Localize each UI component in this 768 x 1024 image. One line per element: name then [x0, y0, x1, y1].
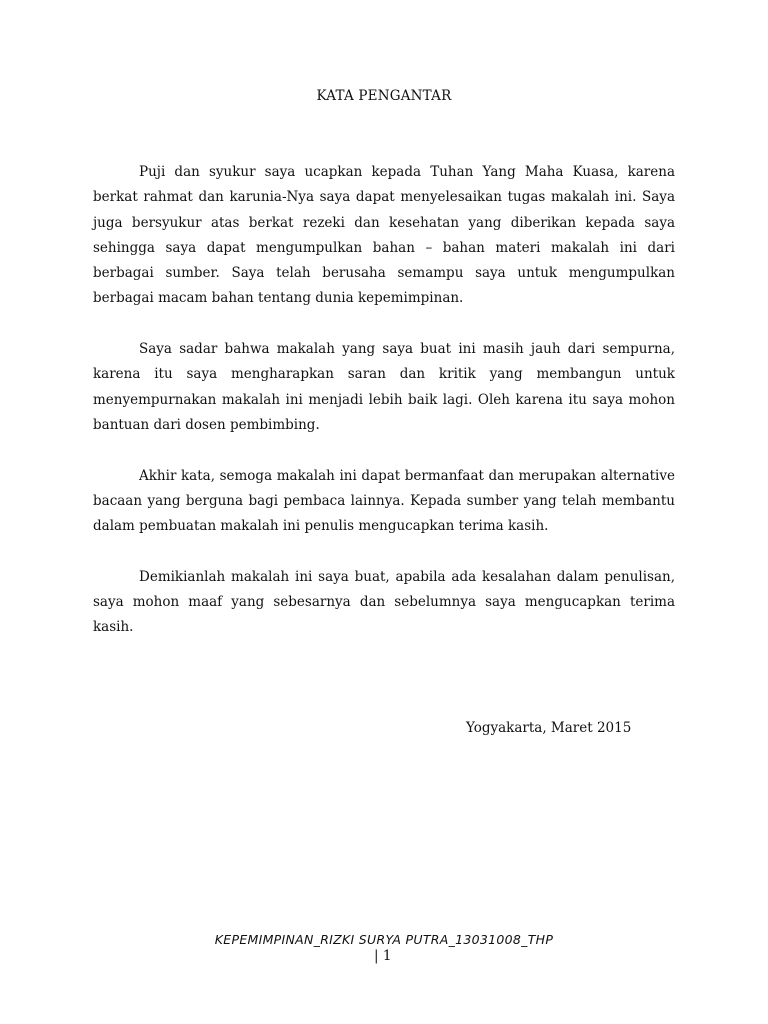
paragraph-2: Saya sadar bahwa makalah yang saya buat ini masih jauh dari sempurna, karena itu saya mengharapkan saran dan kritik yang membangun untuk menyempurnakan makalah ini menjadi lebih baik lagi. Oleh karena itu saya mohon bantuan dari dosen pembimbing. — [93, 341, 675, 433]
paragraph-1: Puji dan syukur saya ucapkan kepada Tuhan Yang Maha Kuasa, karena berkat rahmat dan karunia-Nya saya dapat menyelesaikan tugas makalah ini. Saya juga bersyukur atas berkat rezeki dan kesehatan yang diberikan kepada saya sehingga saya dapat mengumpulkan bahan – bahan materi makalah ini dari berbagai sumber. Saya telah berusaha semampu saya untuk mengumpulkan berbagai macam bahan tentang dunia kepemimpinan. — [93, 164, 675, 307]
paragraph-4: Demikianlah makalah ini saya buat, apabila ada kesalahan dalam penulisan, saya mohon maaf yang sebesarnya dan sebelumnya saya mengucapkan terima kasih. — [93, 568, 675, 636]
paragraph-3: Akhir kata, semoga makalah ini dapat bermanfaat dan merupakan alternative bacaan yang berguna bagi pembaca lainnya. Kepada sumber yang telah membantu dalam pembuatan makalah ini penulis mengucapkan terima kasih. — [93, 467, 675, 535]
signature-place-date: Yogyakarta, Maret 2015 — [466, 720, 632, 736]
footer-text: KEPEMIMPINAN_RIZKI SURYA PUTRA_13031008_THP — [214, 932, 554, 947]
page-number: | 1 — [374, 948, 392, 964]
body-text — [93, 160, 675, 666]
page-title: KATA PENGANTAR — [316, 88, 452, 104]
